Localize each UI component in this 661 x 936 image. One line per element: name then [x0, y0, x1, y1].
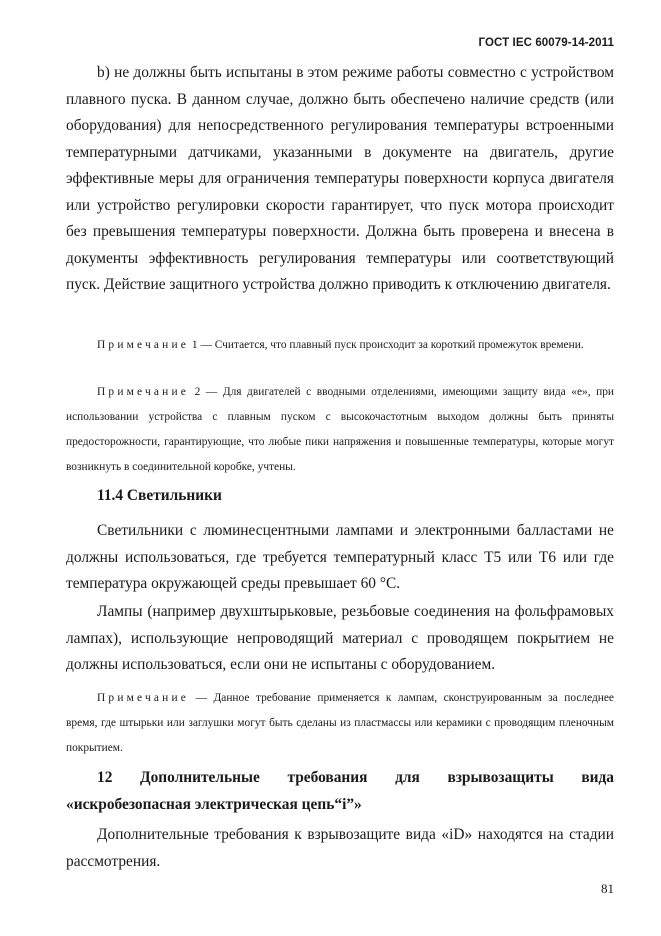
section-12-word-3: для [395, 769, 420, 786]
note-3-text: Данное требование применяется к лампам, сконструированным за последнее время, где штырьки или заглушки могут быть сделаны из пластмассы или керамики с проводящим пленочным покрытием. [66, 692, 614, 754]
section-12-paragraph-block [66, 822, 614, 875]
section-11-4-para-1: Светильники с люминесцентными лампами и электронными балластами не должны использоваться, где требуется температурный класс T5 или T6 или где температура окружающей среды превышает 60 °С. [66, 522, 614, 592]
note-2-number: 2 [194, 386, 201, 398]
note-1-text: Считается, что плавный пуск происходит за короткий промежуток времени. [214, 339, 584, 351]
section-12-paragraph: Дополнительные требования к взрывозащите вида «iD» находятся на стадии рассмотрения. [66, 826, 614, 870]
note-2-label: Примечание [97, 386, 190, 398]
note-3 [66, 686, 614, 761]
note-2-text: Для двигателей с вводными отделениями, имеющими защиту вида «е», при использовании устройства с плавным пуском с высокочастотным выходом должны быть приняты предосторожности, гарантирующие, что любые пики напряжения и повышенные температуры, которые могут возникнуть в соединительной коробке, учтены. [66, 386, 614, 473]
section-11-4-para-1-block [66, 518, 614, 598]
section-12-word-4: взрывозащиты [447, 769, 554, 786]
section-b-paragraph: b) не должны быть испытаны в этом режиме работы совместно с устройством плавного пуска. В данном случае, должно быть обеспечено наличие средств (или оборудования) для непосредственного регулирования температуры встроенными температурными датчиками, указанными в документе на двигатель, другие эффективные меры для ограничения температуры поверхности корпуса двигателя или устройство регулировки скорости гарантирует, что пуск мотора происходит без превышения температуры поверхности. Должна быть проверена и внесена в документы эффективность регулирования температуры или соответствующий пуск. Действие защитного устройства должно приводить к отключению двигателя. [66, 64, 614, 293]
section-12-number: 12 [97, 769, 113, 786]
section-12-word-1: Дополнительные [139, 769, 260, 786]
section-b-block [66, 60, 614, 299]
note-2-dash: — [205, 386, 218, 398]
note-3-dash: — [195, 692, 207, 704]
note-1-number: 1 [191, 339, 198, 351]
section-11-4-para-2: Лампы (например двухштырьковые, резьбовые соединения на фольфрамовых лампах), использующие непроводящий материал с проводящем покрытием не должны использоваться, если они не испытаны с оборудованием. [66, 603, 614, 673]
section-12-heading [66, 764, 614, 818]
section-12-heading-line-1 [66, 764, 614, 791]
section-11-4-para-2-block [66, 599, 614, 679]
section-11-4-title: 11.4 Светильники [97, 487, 222, 504]
note-2 [66, 380, 614, 480]
section-12-heading-line-2: «искробезопасная электрическая цепь“i”» [66, 796, 362, 813]
section-12-word-5: вида [581, 769, 614, 786]
note-1-label: Примечание [97, 339, 190, 351]
page-number: 81 [601, 881, 614, 896]
section-12-word-2: требования [287, 769, 368, 786]
note-3-label: Примечание [97, 692, 190, 704]
note-1 [66, 333, 614, 358]
note-1-dash: — [200, 339, 212, 351]
standard-header: ГОСТ IEC 60079-14-2011 [478, 37, 614, 49]
